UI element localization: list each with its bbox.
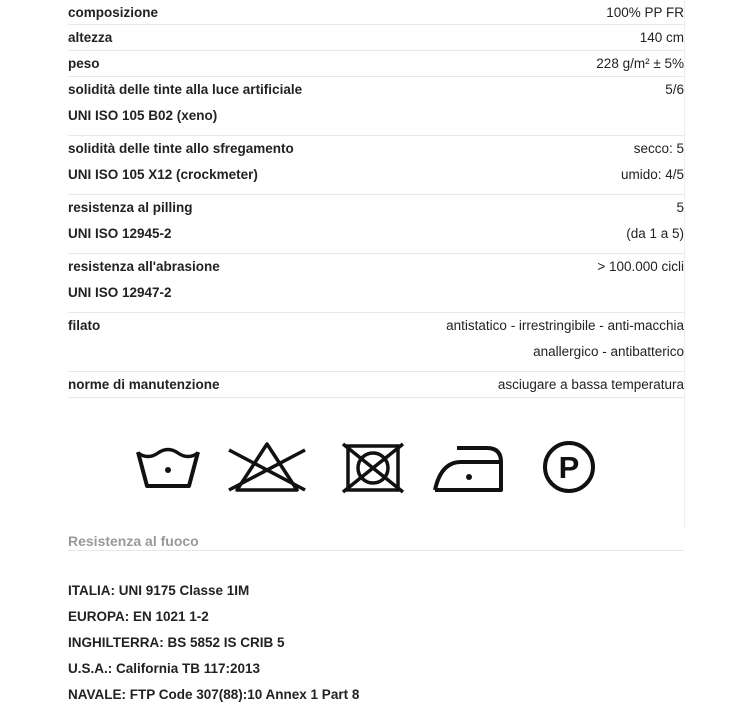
fire-item-navale: NAVALE: FTP Code 307(88):10 Annex 1 Part 8 (68, 687, 360, 702)
iron-low-icon (431, 440, 507, 494)
spec-value: 140 cm (639, 30, 684, 45)
spec-label-standard: UNI ISO 105 X12 (crockmeter) (68, 167, 258, 182)
spec-row-altezza (68, 25, 684, 51)
spec-label-standard: UNI ISO 12947-2 (68, 285, 172, 300)
no-bleach-icon (227, 440, 307, 494)
spec-label: altezza (68, 30, 113, 45)
spec-value: 100% PP FR (606, 5, 684, 20)
spec-value-2: anallergico - antibatterico (533, 344, 684, 359)
dry-clean-p-letter: P (558, 450, 580, 485)
spec-label: filato (68, 318, 101, 333)
spec-value: 5/6 (665, 82, 684, 97)
spec-value: 5 (676, 200, 684, 215)
spec-row-manutenzione (68, 372, 684, 398)
spec-label: peso (68, 56, 100, 71)
spec-value: antistatico - irrestringibile - anti-macchia (446, 318, 684, 333)
spec-row-pilling (68, 195, 684, 254)
spec-row-peso (68, 51, 684, 77)
fire-resistance-list (68, 578, 359, 708)
dry-clean-p-icon (541, 440, 597, 494)
fire-item-inghilterra: INGHILTERRA: BS 5852 IS CRIB 5 (68, 635, 285, 650)
fire-item-europa: EUROPA: EN 1021 1-2 (68, 609, 209, 624)
fire-item-usa: U.S.A.: California TB 117:2013 (68, 661, 261, 676)
spec-row-sfregamento (68, 136, 684, 195)
spec-value: 228 g/m² ± 5% (596, 56, 684, 71)
spec-label: norme di manutenzione (68, 377, 220, 392)
spec-value: secco: 5 (633, 141, 684, 156)
fire-resistance-title: Resistenza al fuoco (68, 533, 684, 551)
spec-row-abrasione (68, 254, 684, 313)
right-border-line (684, 0, 685, 528)
care-icons (135, 440, 605, 494)
spec-label: solidità delle tinte alla luce artificiale (68, 82, 303, 97)
spec-label: solidità delle tinte allo sfregamento (68, 141, 294, 156)
spec-value-2: umido: 4/5 (620, 167, 684, 182)
spec-value: > 100.000 cicli (597, 259, 684, 274)
spec-label: resistenza all'abrasione (68, 259, 220, 274)
spec-value: asciugare a bassa temperatura (497, 377, 684, 392)
specs-table (68, 0, 684, 398)
wash-30-icon (135, 440, 201, 494)
spec-value-2: (da 1 a 5) (626, 226, 684, 241)
spec-row-filato (68, 313, 684, 372)
spec-label: composizione (68, 5, 159, 20)
spec-row-composizione (68, 0, 684, 25)
no-tumble-dry-icon (341, 440, 405, 494)
spec-label: resistenza al pilling (68, 200, 193, 215)
fire-item-italia: ITALIA: UNI 9175 Classe 1IM (68, 583, 250, 598)
spec-row-luce-artificiale (68, 77, 684, 136)
spec-label-standard: UNI ISO 12945-2 (68, 226, 172, 241)
spec-label-standard: UNI ISO 105 B02 (xeno) (68, 108, 218, 123)
